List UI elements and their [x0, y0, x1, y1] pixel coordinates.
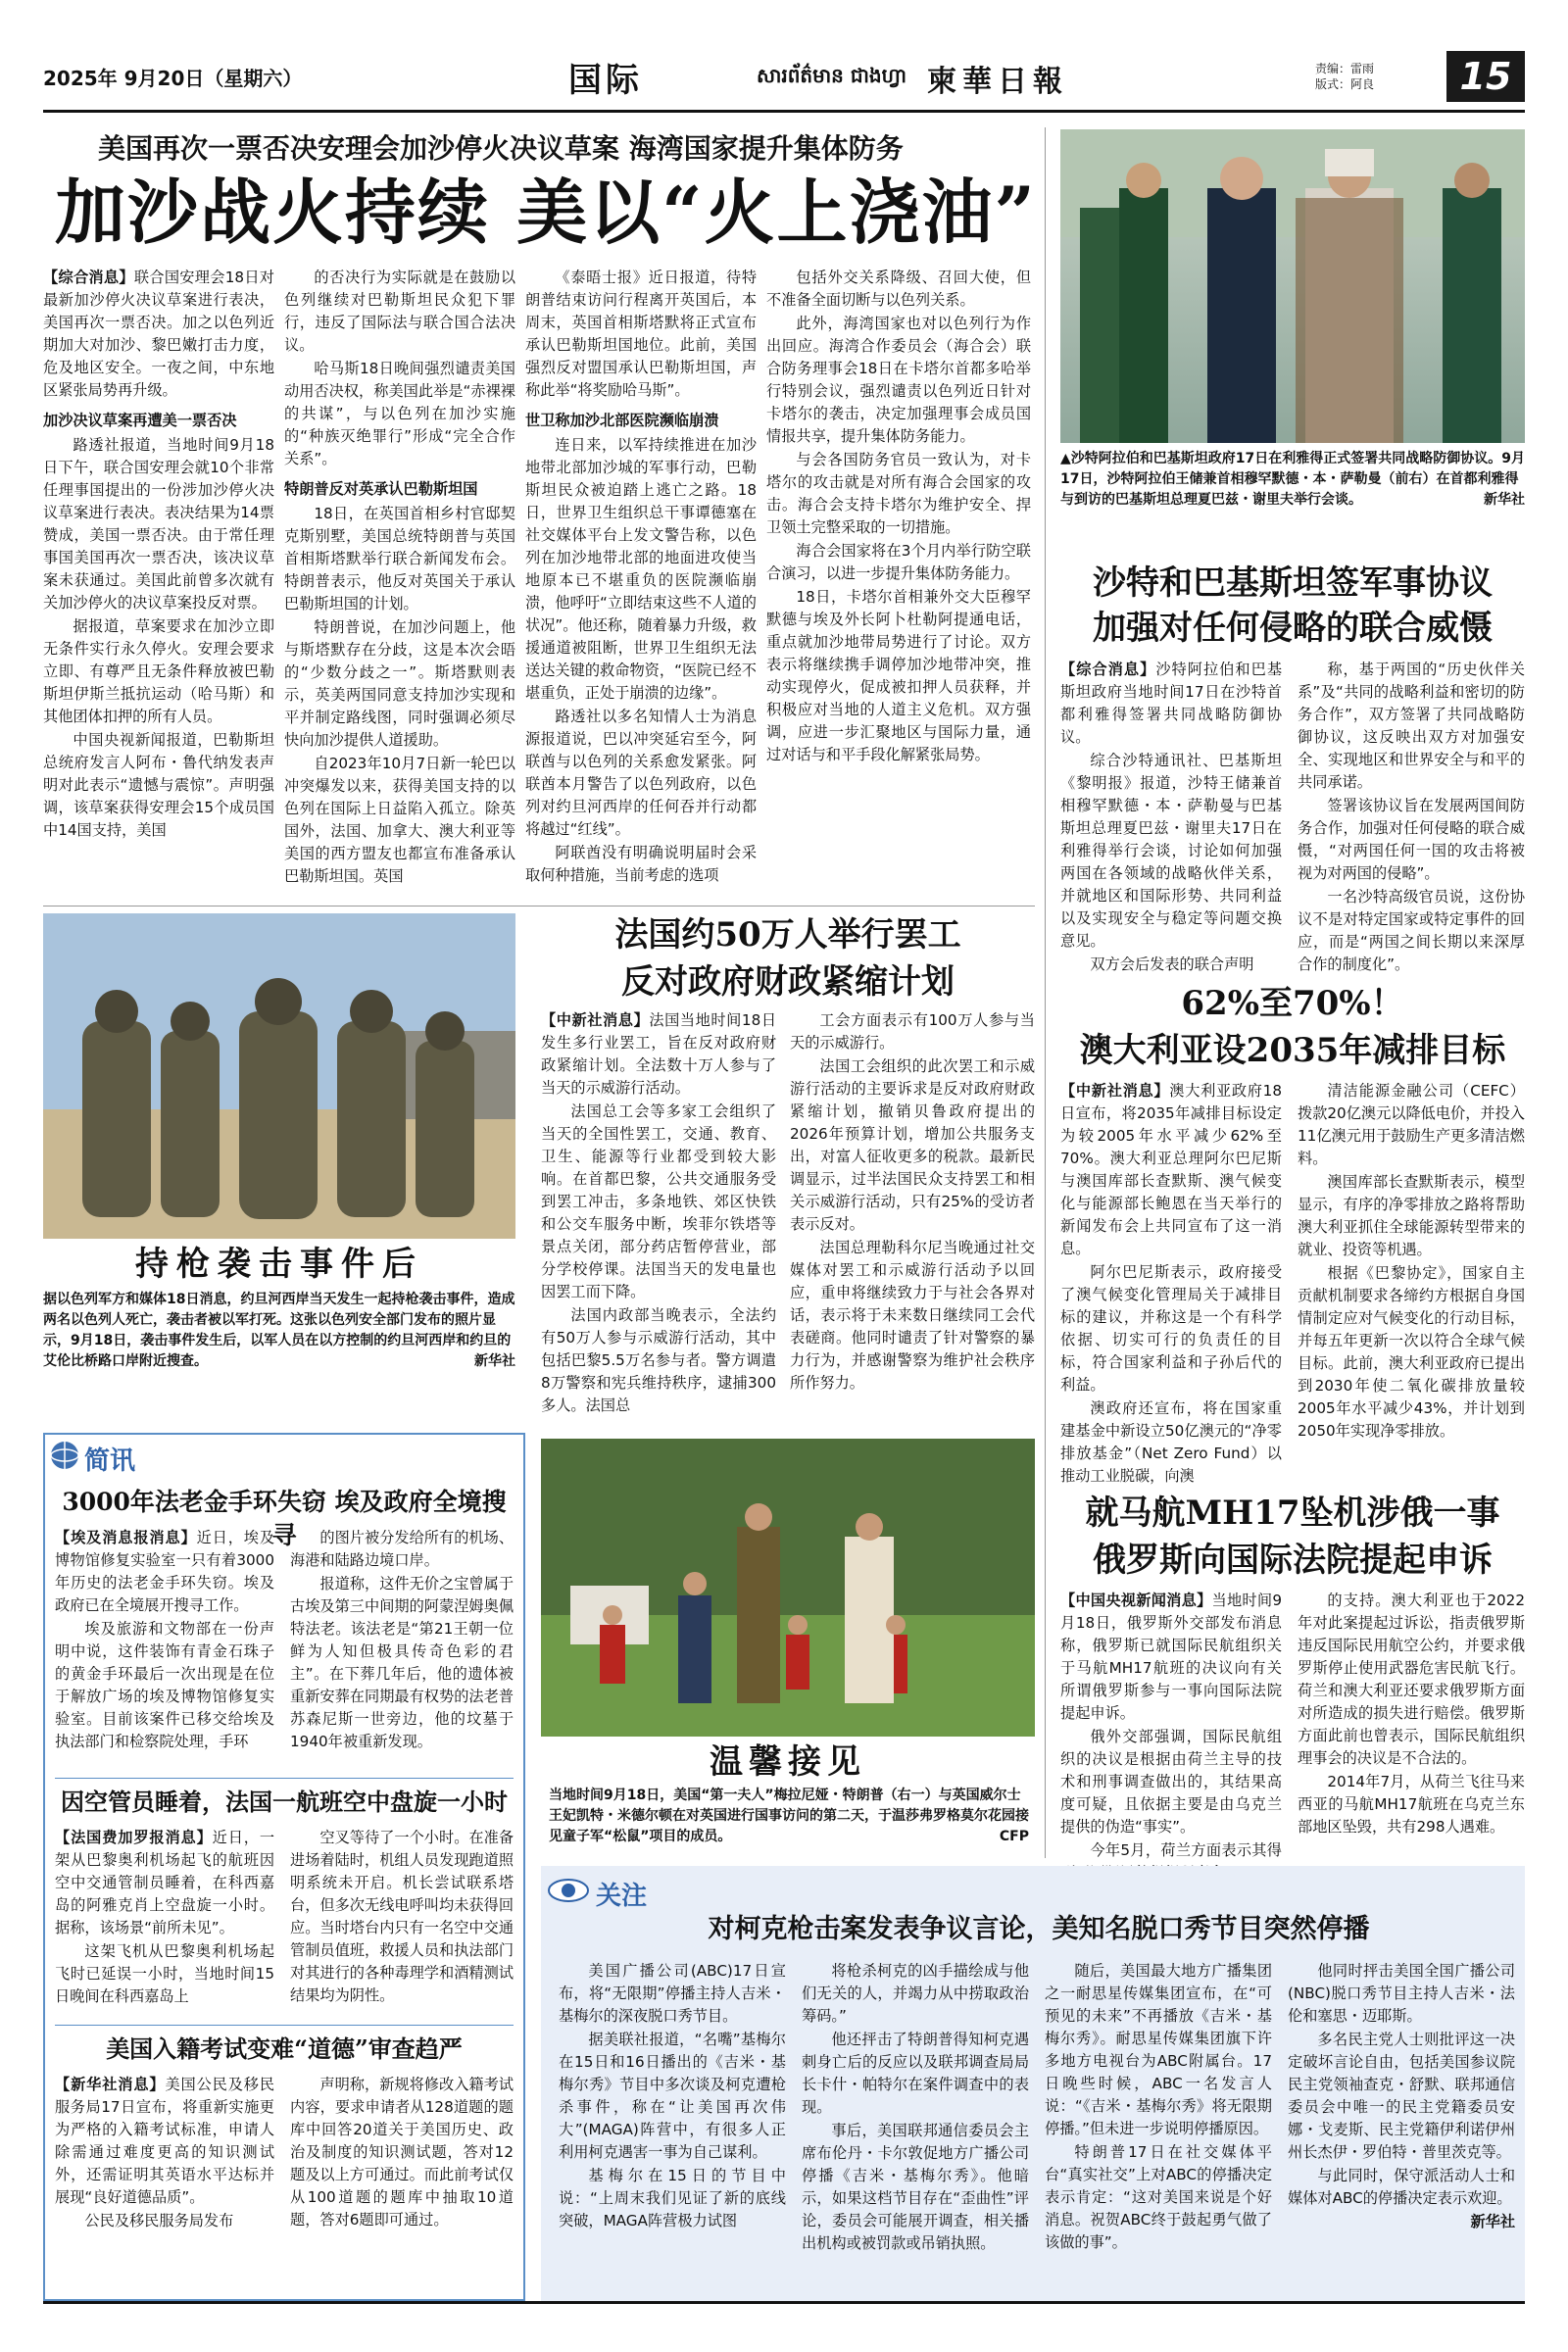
paragraph-text: 根据《巴黎协定》，国家自主贡献机制要求各缔约方根据自身国情制定应对气候变化的行动目标，并每五年更新一次以符合全球气候目标。此前，澳大利亚政府已提出到2030年使二氧化碳排放量较2005年水平减少43%，并计划到2050年实现净零排放。 — [1298, 1264, 1525, 1440]
brief-a-col-2 — [290, 1527, 514, 1774]
paragraph — [766, 313, 1031, 448]
paragraph-text: 法国总工会等多家工会组织了当天的全国性罢工，交通、教育、卫生、能源等行业都受到较大影响。在首都巴黎，公共交通服务受到罢工冲击，多条地铁、郊区快铁和公交车服务中断，埃菲尔铁塔等景点关闭，部分药店暂停营业，部分学校停课。法国当天的发电量也因罢工而下降。 — [541, 1102, 776, 1300]
paragraph-text: 双方会后发表的联合声明 — [1090, 956, 1254, 973]
brief-c-title: 美国入籍考试变难“道德”审查趋严 — [106, 2034, 463, 2063]
page-number: 15 — [1446, 51, 1525, 102]
footer-rule — [43, 2301, 1525, 2304]
focus-title: 对柯克枪击案发表争议言论，美知名脱口秀节目突然停播 — [708, 1914, 1370, 1944]
subheading: 特朗普反对英承认巴勒斯坦国 — [284, 480, 478, 498]
brief-c-col-2 — [290, 2074, 514, 2293]
paragraph — [1298, 1771, 1525, 1838]
mh17-headline — [1060, 1490, 1525, 1584]
paragraph — [790, 1237, 1035, 1395]
focus-col-4 — [1288, 1960, 1515, 2293]
paragraph-text: 2014年7月，从荷兰飞往马来西亚的马航MH17航班在乌克兰东部地区坠毁，共有298人遇难。 — [1298, 1773, 1525, 1836]
paragraph-text: 哈马斯18日晚间强烈谴责美国动用否决权，称美国此举是“赤裸裸的共谋”，与以色列在加沙实施的“种族灭绝罪行”形成“完全合作关系”。 — [284, 360, 515, 467]
france-col-2 — [790, 1009, 1035, 1429]
paragraph — [525, 267, 757, 402]
paragraph — [284, 358, 515, 470]
paragraph-text: 的否决行为实际就是在鼓励以色列继续对巴勒斯坦民众犯下罪行，违反了国际法与联合国合法决议。 — [284, 269, 515, 354]
focus-col-1 — [559, 1960, 786, 2293]
brief-b-col-2 — [290, 1827, 514, 2023]
paragraph-text: 多名民主党人士则批评这一决定破坏言论自由，包括美国参议院民主党领袖查克・舒默、联邦通信委员会中唯一的民主党籍委员安娜・戈麦斯、民主党籍伊利诺伊州州长杰伊・罗伯特・普里茨克等。 — [1288, 2031, 1515, 2161]
mh17-headline-line1: 就马航MH17坠机涉俄一事 — [1085, 1494, 1500, 1533]
paragraph — [1298, 1171, 1525, 1261]
brief-divider — [55, 2025, 514, 2026]
paragraph — [1060, 1261, 1282, 1396]
paragraph-text: 据报道，草案要求在加沙立即无条件实行永久停火。安理会要求立即、有尊严且无条件释放被巴勒斯坦伊斯兰抵抗运动（哈马斯）和其他团体扣押的所有人员。 — [43, 617, 274, 725]
paragraph — [55, 1618, 274, 1753]
paragraph-text: 事后，美国联邦通信委员会主席布伦丹・卡尔敦促地方广播公司停播《吉米・基梅尔秀》。他暗示，如果这档节目存在“歪曲性”评论，委员会可能展开调查，相关播出机构或被罚款或吊销执照。 — [802, 2122, 1029, 2252]
subheading: 世卫称加沙北部医院濒临崩溃 — [525, 412, 719, 429]
paragraph-text: 今年5月，荷兰方面表示其得 — [1090, 1841, 1282, 1859]
photo1-title: 持枪袭击事件后 — [135, 1245, 423, 1284]
paragraph-text: 法国当地时间18日发生多行业罢工，旨在反对政府财政紧缩计划。全法数十万人参与了当天的示威游行活动。 — [541, 1011, 777, 1097]
mh17-headline-line2: 俄罗斯向国际法院提起申诉 — [1093, 1541, 1493, 1580]
paragraph — [802, 2029, 1029, 2119]
paragraph — [1060, 659, 1282, 749]
paragraph-text: 的支持。澳大利亚也于2022年对此案提起过诉讼，指责俄罗斯违反国际民用航空公约，并要求俄罗斯停止使用武器危害民航飞行。荷兰和澳大利亚还要求俄罗斯方面对所造成的损失进行赔偿。俄罗斯方面此前也曾表示，国际民航组织理事会的决议是不合法的。 — [1298, 1592, 1525, 1767]
paragraph-text: 澳大利亚政府18日宣布，将2035年减排目标设定为较2005年水平减少62%至70%。澳大利亚总理阿尔巴尼斯与澳国库部长查默斯、澳气候变化与能源部长鲍恩在当天举行的新闻发布会上共同宣布了这一消息。 — [1060, 1082, 1283, 1257]
paragraph-text: 将枪杀柯克的凶手描绘成与他们无关的人，并竭力从中捞取政治筹码。” — [802, 1962, 1029, 2025]
focus-col-2 — [802, 1960, 1029, 2293]
paragraph-text: 近日，一架从巴黎奥利机场起飞的航班因空中交通管制员睡着，在科西嘉岛的阿雅克肖上空盘旋一小时。据称，该场景“前所未见”。 — [55, 1829, 274, 1936]
paragraph-text: 澳国库部长查默斯表示，模型显示，有序的净零排放之路将帮助澳大利亚抓住全球能源转型带来的就业、投资等机遇。 — [1298, 1173, 1525, 1258]
australia-headline-line1: 62%至70%！ — [1181, 984, 1404, 1023]
france-headline-line2: 反对政府财政紧缩计划 — [621, 962, 955, 1002]
paragraph-text: 埃及旅游和文物部在一份声明中说，这件装饰有青金石珠子的黄金手环最后一次出现是在位于解放广场的埃及博物馆修复实验室。目前该案件已移交给埃及执法部门和检察院处理，手环 — [55, 1620, 274, 1750]
paragraph-text: 他同时抨击美国全国广播公司(NBC)脱口秀节目主持人吉米・法伦和塞思・迈耶斯。 — [1288, 1962, 1515, 2025]
paragraph — [284, 753, 515, 888]
dateline: 【中新社消息】 — [541, 1011, 650, 1029]
main-col-1 — [43, 267, 274, 902]
paragraph — [43, 434, 274, 614]
focus-tag-label: 关注 — [596, 1882, 648, 1911]
main-col-4 — [766, 267, 1031, 902]
paragraph-text: 基梅尔在15日的节目中说：“上周末我们见证了新的底线突破，MAGA阵营极力试图 — [559, 2167, 786, 2230]
paragraph — [802, 2120, 1029, 2255]
dateline: 【新华社消息】 — [55, 2076, 166, 2093]
saudi-col-2 — [1298, 659, 1525, 973]
paragraph — [1288, 2029, 1515, 2164]
issue-date: 2025年 9月20日（星期六） — [43, 67, 303, 90]
paragraph-text: 称，基于两国的“历史伙伴关系”及“共同的战略利益和密切的防务合作”，双方签署了共同战略防御协议，这反映出双方对加强安全、实现地区和世界安全与和平的共同承诺。 — [1298, 661, 1525, 791]
melania-kate-photo — [541, 1439, 1035, 1737]
paragraph-text: 综合沙特通讯社、巴基斯坦《黎明报》报道，沙特王储兼首相穆罕默德・本・萨勒曼与巴基斯坦总理夏巴兹・谢里夫17日在利雅得举行会谈，讨论如何加强两国在各领域的战略伙伴关系，并就地区和国际形势、共同利益以及实现安全与稳定等问题交换意见。 — [1060, 752, 1282, 950]
paragraph-text: 法国总理勒科尔尼当晚通过社交媒体对罢工和示威游行活动予以回应，重申将继续致力于与社会各界对话，表示将于未来数日继续同工会代表磋商。他同时谴责了针对警察的暴力行为，并感谢警察为维护社会秩序所作努力。 — [790, 1239, 1035, 1392]
dateline: 【综合消息】 — [1060, 661, 1156, 678]
caption-text: ▲沙特阿拉伯和巴基斯坦政府17日在利雅得正式签署共同战略防御协议。9月17日，沙特阿拉伯王储兼首相穆罕默德・本・萨勒曼（前右）在首都利雅得与到访的巴基斯坦总理夏巴兹・谢里夫举行会谈。 — [1060, 451, 1525, 508]
dateline: 【埃及消息报消息】 — [55, 1529, 197, 1546]
saudi-headline-line2: 加强对任何侵略的联合威慑 — [1093, 609, 1493, 648]
paragraph-text: 18日，在英国首相乡村官邸契克斯别墅，美国总统特朗普与英国首相斯塔默举行联合新闻发布会。特朗普表示，他反对英国关于承认巴勒斯坦国的计划。 — [284, 505, 515, 612]
paragraph — [290, 1827, 514, 2007]
paragraph-text: 连日来，以军持续推进在加沙地带北部加沙城的军事行动，巴勒斯坦民众被迫踏上逃亡之路。18日，世界卫生组织总干事谭德塞在社交媒体平台上发文警告称，以色列在加沙地带北部的地面进攻使当地原本已不堪重负的医院濒临崩溃，他呼吁“立即结束这些不人道的状况”。他还称，随着暴力升级，救援通道被阻断，世界卫生组织无法送达关键的救命物资，“医院已经不堪重负，正处于崩溃的边缘”。 — [525, 436, 757, 702]
paragraph-text: 这架飞机从巴黎奥利机场起飞时已延误一小时，当地时间15日晚间在科西嘉岛上 — [55, 1942, 274, 2005]
paragraph — [802, 1960, 1029, 2028]
paragraph — [1298, 886, 1525, 976]
paragraph-text: 报道称，这件无价之宝曾属于古埃及第三中间期的阿蒙涅姆奥佩特法老。该法老是“第21王朝一位鲜为人知但极具传奇色彩的君主”。在下葬几年后，他的遗体被重新安葬在同期最有权势的法老普苏森尼斯一世旁边，他的坟墓于1940年被重新发现。 — [290, 1575, 514, 1750]
dateline: 【法国费加罗报消息】 — [55, 1829, 213, 1846]
paragraph — [541, 1009, 776, 1100]
paragraph — [55, 1940, 274, 2008]
focus-col-3 — [1045, 1960, 1272, 2293]
paragraph — [290, 2074, 514, 2231]
france-col-1 — [541, 1009, 776, 1429]
paragraph — [43, 729, 274, 842]
paragraph-text: 声明称，新规将修改入籍考试内容，要求申请者从128道题的题库中回答20道关于美国历史、政治及制度的知识测试题，答对12题及以上方可通过。而此前考试仅从100道题的题库中抽取10道题，答对6题即可通过。 — [290, 2076, 514, 2229]
main-col-3 — [525, 267, 757, 902]
paragraph — [55, 2210, 274, 2232]
caption-source: CFP — [999, 1829, 1029, 1844]
brief-divider — [55, 1778, 514, 1779]
article-source: 新华社 — [1470, 2213, 1515, 2230]
paragraph-text: 海合会国家将在3个月内举行防空联合演习，以进一步提升集体防务能力。 — [766, 542, 1031, 582]
brief-c-col-1 — [55, 2074, 274, 2293]
paragraph — [43, 267, 274, 402]
brief-a-col-1 — [55, 1527, 274, 1774]
paragraph — [559, 2165, 786, 2232]
subheading: 加沙决议草案再遭美一票否决 — [43, 412, 237, 429]
mh17-col-2 — [1298, 1590, 1525, 1860]
paragraph-text: 自2023年10月7日新一轮巴以冲突爆发以来，获得美国支持的以色列在国际上日益陷入孤立。除英国外，法国、加拿大、澳大利亚等美国的西方盟友也都宣布准备承认巴勒斯坦国。英国 — [284, 755, 515, 885]
brief-b-col-1 — [55, 1827, 274, 2023]
paragraph — [766, 540, 1031, 585]
paragraph — [1045, 1960, 1272, 2140]
focus-tag — [547, 1874, 674, 1911]
paragraph-text: 法国工会组织的此次罢工和示威游行活动的主要诉求是反对政府财政紧缩计划，撤销贝鲁政府提出的2026年预算计划，增加公共服务支出，对富人征收更多的税款。最新民调显示，过半法国民众支持罢工和相关示威游行活动，只有25%的受访者表示反对。 — [790, 1057, 1035, 1233]
france-headline-line1: 法国约50万人举行罢工 — [614, 915, 961, 955]
paragraph — [1288, 2165, 1515, 2210]
paragraph — [1298, 1262, 1525, 1443]
paragraph — [790, 1055, 1035, 1236]
paragraph — [766, 449, 1031, 539]
paragraph-text: 特朗普说，在加沙问题上，他与斯塔默存在分歧，这是本次会晤的“少数分歧之一”。斯塔默则表示，英美两国同意支持加沙实现和平并制定路线图，同时强调必须尽快向加沙提供人道援助。 — [284, 618, 515, 749]
paragraph-text: 的图片被分发给所有的机场、海港和陆路边境口岸。 — [290, 1529, 514, 1569]
paragraph-text: 路透社报道，当地时间9月18日下午，联合国安理会就10个非常任理事国提出的一份涉加沙停火决议草案进行表决。表决结果为14票赞成，美国一票否决。由于常任理事国美国再次一票否决，该决议草案未获通过。美国此前曾多次就有关加沙停火的决议草案投反对票。 — [43, 436, 274, 612]
paragraph — [1060, 1726, 1282, 1838]
dateline: 【中新社消息】 — [1060, 1082, 1170, 1100]
paragraph-text: 美国广播公司(ABC)17日宣布，将“无限期”停播主持人吉米・基梅尔的深夜脱口秀节目。 — [559, 1962, 786, 2025]
france-headline — [541, 911, 1035, 1005]
brief-b-title: 因空管员睡着，法国一航班空中盘旋一小时 — [61, 1788, 508, 1816]
paragraph-text: 与此同时，保守派活动人士和媒体对ABC的停播决定表示欢迎。 — [1288, 2167, 1515, 2207]
photo1-caption — [43, 1290, 515, 1425]
paragraph — [1060, 954, 1282, 976]
paragraph — [1060, 1590, 1282, 1725]
paragraph — [1045, 2141, 1272, 2254]
paragraph — [1060, 750, 1282, 953]
paragraph-text: 特朗普17日在社交媒体平台“真实社交”上对ABC的停播决定表示肯定：“这对美国来说是个好消息。祝贺ABC终于鼓起勇气做了该做的事”。 — [1045, 2143, 1272, 2251]
paragraph — [541, 1304, 776, 1417]
brief-tag — [49, 1439, 167, 1476]
saudi-headline — [1060, 561, 1525, 651]
header-rule — [43, 110, 1525, 113]
paragraph-text: 公民及移民服务局发布 — [84, 2212, 234, 2230]
caption-text: 据以色列军方和媒体18日消息，约旦河西岸当天发生一起持枪袭击事件，造成两名以色列人死亡，袭击者被以军打死。这张以色列安全部门发布的照片显示，9月18日，袭击事件发生后，以军人员在以方控制的约旦河西岸和约旦的艾伦比桥路口岸附近搜查。 — [43, 1292, 515, 1369]
paragraph — [1298, 1080, 1525, 1170]
paragraph — [1298, 659, 1525, 794]
editor-line: 责编：雷雨 — [1315, 62, 1375, 75]
soldiers-photo — [43, 913, 515, 1239]
paragraph — [284, 616, 515, 752]
paragraph-text: 签署该协议旨在发展两国间防务合作，加强对任何侵略的联合威慑，“对两国任何一国的攻击将被视为对两国的侵略”。 — [1298, 797, 1525, 882]
australia-col-2 — [1298, 1080, 1525, 1484]
paragraph — [1060, 1397, 1282, 1488]
paragraph — [525, 842, 757, 887]
paragraph-text: 工会方面表示有100万人参与当天的示威游行。 — [790, 1011, 1035, 1052]
paragraph — [1298, 795, 1525, 885]
paragraph — [1288, 1960, 1515, 2028]
layout-line: 版式：阿良 — [1315, 77, 1375, 91]
paragraph-text: 随后，美国最大地方广播集团之一耐思星传媒集团宣布，在“可预见的未来”不再播放《吉米・基梅尔秀》。耐思星传媒集团旗下许多地方电视台为ABC附属台。17日晚些时候，ABC一名发言人说：“《吉米・基梅尔秀》将无限期停播。”但未进一步说明停播原因。 — [1045, 1962, 1272, 2137]
paragraph — [55, 1827, 274, 1939]
paragraph-text: 沙特阿拉伯和巴基斯坦政府当地时间17日在沙特首都利雅得签署共同战略防御协议。 — [1060, 661, 1283, 746]
column-divider — [1045, 127, 1046, 1858]
paragraph — [559, 2029, 786, 2164]
section-title: 国际 — [568, 61, 643, 100]
saudi-col-1 — [1060, 659, 1283, 973]
caption-source: 新华社 — [1484, 492, 1525, 508]
caption-source: 新华社 — [474, 1353, 515, 1369]
australia-headline — [1060, 980, 1525, 1074]
paragraph — [525, 434, 757, 705]
paragraph-text: 阿尔巴尼斯表示，政府接受了澳气候变化管理局关于减排目标的建议，并称这是一个有科学依据、切实可行的负责任的目标，符合国家利益和子孙后代的利益。 — [1060, 1263, 1282, 1394]
paragraph-text: 美国公民及移民服务局17日宣布，将重新实施更为严格的入籍考试标准，申请人除需通过难度更高的知识测试外，还需证明其英语水平达标并展现“良好道德品质”。 — [55, 2076, 274, 2206]
mh17-col-1 — [1060, 1590, 1282, 1860]
paragraph — [1060, 1080, 1282, 1260]
paragraph — [541, 1101, 776, 1303]
australia-headline-line2: 澳大利亚设2035年减排目标 — [1079, 1031, 1506, 1070]
paragraph — [290, 1573, 514, 1753]
brief-tag-label: 简讯 — [84, 1446, 136, 1476]
dateline: 【综合消息】 — [43, 269, 134, 286]
paragraph-text: 当地时间9月18日，俄罗斯外交部发布消息称，俄罗斯已就国际民航组织关于马航MH17航班的决议向有关所谓俄罗斯参与一事向国际法院提起申诉。 — [1060, 1592, 1283, 1722]
main-kicker: 美国再次一票否决安理会加沙停火决议草案 海湾国家提升集体防务 — [98, 132, 904, 165]
paragraph-text: 据美联社报道，“名嘴”基梅尔在15日和16日播出的《吉米・基梅尔秀》节目中多次谈及柯克遭枪杀事件，称在“让美国再次伟大”(MAGA)阵营中，有很多人正利用柯克遇害一事为自己谋利。 — [559, 2031, 786, 2161]
paragraph-text: 近日，埃及博物馆修复实验室一只有着3000年历史的法老金手环失窃。埃及政府已在全境展开搜寻工作。 — [55, 1529, 274, 1614]
paragraph-text: 空叉等待了一个小时。在准备进场着陆时，机组人员发现跑道照明系统未开启。机长尝试联系塔台，但多次无线电呼叫均未获得回应。当时塔台内只有一名空中交通管制员值班，救援人员和执法部门对其进行的各种毒理学和酒精测试结果均为阴性。 — [290, 1829, 514, 2004]
editor-credits — [1315, 61, 1374, 92]
paragraph — [1298, 1590, 1525, 1770]
saudi-pakistan-photo — [1060, 129, 1525, 443]
paragraph-text: 与会各国防务官员一致认为，对卡塔尔的攻击就是对所有海合会国家的攻击。海合会支持卡塔尔为维护安全、捍卫领土完整采取的一切措施。 — [766, 451, 1031, 536]
paragraph — [766, 267, 1031, 312]
paragraph — [55, 2074, 274, 2209]
paragraph — [43, 615, 274, 728]
paragraph — [55, 1527, 274, 1617]
photo2-caption — [549, 1786, 1029, 1860]
paragraph — [290, 1527, 514, 1572]
paper-name-khmer: សារព័ត៌មាន ជាងហ្វា — [757, 64, 906, 87]
paragraph-text: 联合国安理会18日对最新加沙停火决议草案进行表决，美国再次一票否决。加之以色列近期加大对加沙、黎巴嫩打击力度，危及地区安全。一夜之间，中东地区紧张局势再升级。 — [43, 269, 274, 399]
paragraph-text: 清洁能源金融公司（CEFC）拨款20亿澳元以降低电价，并投入11亿澳元用于鼓励生产更多清洁燃料。 — [1298, 1082, 1525, 1167]
paragraph-text: 俄外交部强调，国际民航组织的决议是根据由荷兰主导的技术和刑事调查做出的，其结果高度可疑，且依据主要是由乌克兰提供的伪造“事实”。 — [1060, 1728, 1282, 1836]
saudi-photo-caption — [1060, 449, 1525, 555]
main-headline: 加沙战火持续 美以“火上浇油” — [55, 171, 1037, 254]
paragraph-text: 包括外交关系降级、召回大使，但不准备全面切断与以色列关系。 — [766, 269, 1031, 309]
brief-a-title: 3000年法老金手环失窃 埃及政府全境搜寻 — [62, 1488, 507, 1549]
main-col-2 — [284, 267, 515, 902]
paragraph-text: 一名沙特高级官员说，这份协议不是对特定国家或特定事件的回应，而是“两国之间长期以来深厚合作的制度化”。 — [1298, 888, 1525, 973]
paragraph — [284, 503, 515, 615]
photo2-title: 温馨接见 — [710, 1742, 866, 1782]
australia-col-1 — [1060, 1080, 1282, 1484]
paragraph — [525, 706, 757, 841]
saudi-headline-line1: 沙特和巴基斯坦签军事协议 — [1093, 564, 1493, 603]
paragraph-text: 法国内政部当晚表示，全法约有50万人参与示威游行活动，其中包括巴黎5.5万名参与者。警方调遣8万警察和宪兵维持秩序，逮捕300多人。法国总 — [541, 1306, 776, 1414]
paper-name-chinese: 柬華日報 — [927, 65, 1068, 99]
paragraph-text: 此外，海湾国家也对以色列行为作出回应。海湾合作委员会（海合会）联合防务理事会18日在卡塔尔首都多哈举行特别会议，强烈谴责以色列近日针对卡塔尔的袭击，决定加强理事会成员国情报共享，提升集体防务能力。 — [766, 315, 1031, 445]
paragraph-text: 《泰晤士报》近日报道，待特朗普结束访问行程离开英国后，本周末，英国首相斯塔默将正式宣布承认巴勒斯坦国地位。此前，美国强烈反对盟国承认巴勒斯坦国，声称此举“将奖励哈马斯”。 — [525, 269, 757, 399]
paragraph — [284, 267, 515, 357]
paragraph-text: 阿联酋没有明确说明届时会采取何种措施，当前考虑的选项 — [525, 844, 757, 884]
paragraph-text: 路透社以多名知情人士为消息源报道说，巴以冲突延宕至今，阿联酋与以色列的关系愈发紧张。阿联酋本月警告了以色列政府，以色列对约旦河西岸的任何吞并行动都将越过“红线”。 — [525, 708, 757, 838]
paragraph-text: 他还抨击了特朗普得知柯克遇刺身亡后的反应以及联邦调查局局长卡什・帕特尔在案件调查中的表现。 — [802, 2031, 1029, 2116]
paragraph-text: 中国央视新闻报道，巴勒斯坦总统府发言人阿布・鲁代纳发表声明对此表示“遗憾与震惊”。声明强调，该草案获得安理会15个成员国中14国支持，美国 — [43, 731, 274, 839]
paragraph — [559, 1960, 786, 2028]
paragraph-text: 18日，卡塔尔首相兼外交大臣穆罕默德与埃及外长阿卜杜勒阿提通电话，重点就加沙地带局势进行了讨论。双方表示将继续携手调停加沙地带冲突，推动实现停火，促成被扣押人员获释，并积极应对当地的人道主义危机。双方强调，应进一步汇聚地区与国际力量，通过对话与和平手段化解紧张局势。 — [766, 588, 1031, 763]
paragraph-text: 澳政府还宣布，将在国家重建基金中新设立50亿澳元的“净零排放基金”（Net Zero Fund）以推动工业脱碳，向澳 — [1060, 1399, 1282, 1485]
caption-text: 当地时间9月18日，美国“第一夫人”梅拉尼娅・特朗普（右一）与英国威尔士王妃凯特・米德尔顿在对英国进行国事访问的第二天，于温莎弗罗格莫尔花园接见童子军“松鼠”项目的成员。 — [549, 1788, 1029, 1844]
dateline: 【中国央视新闻消息】 — [1060, 1592, 1212, 1609]
paragraph — [766, 586, 1031, 766]
paragraph — [790, 1009, 1035, 1054]
